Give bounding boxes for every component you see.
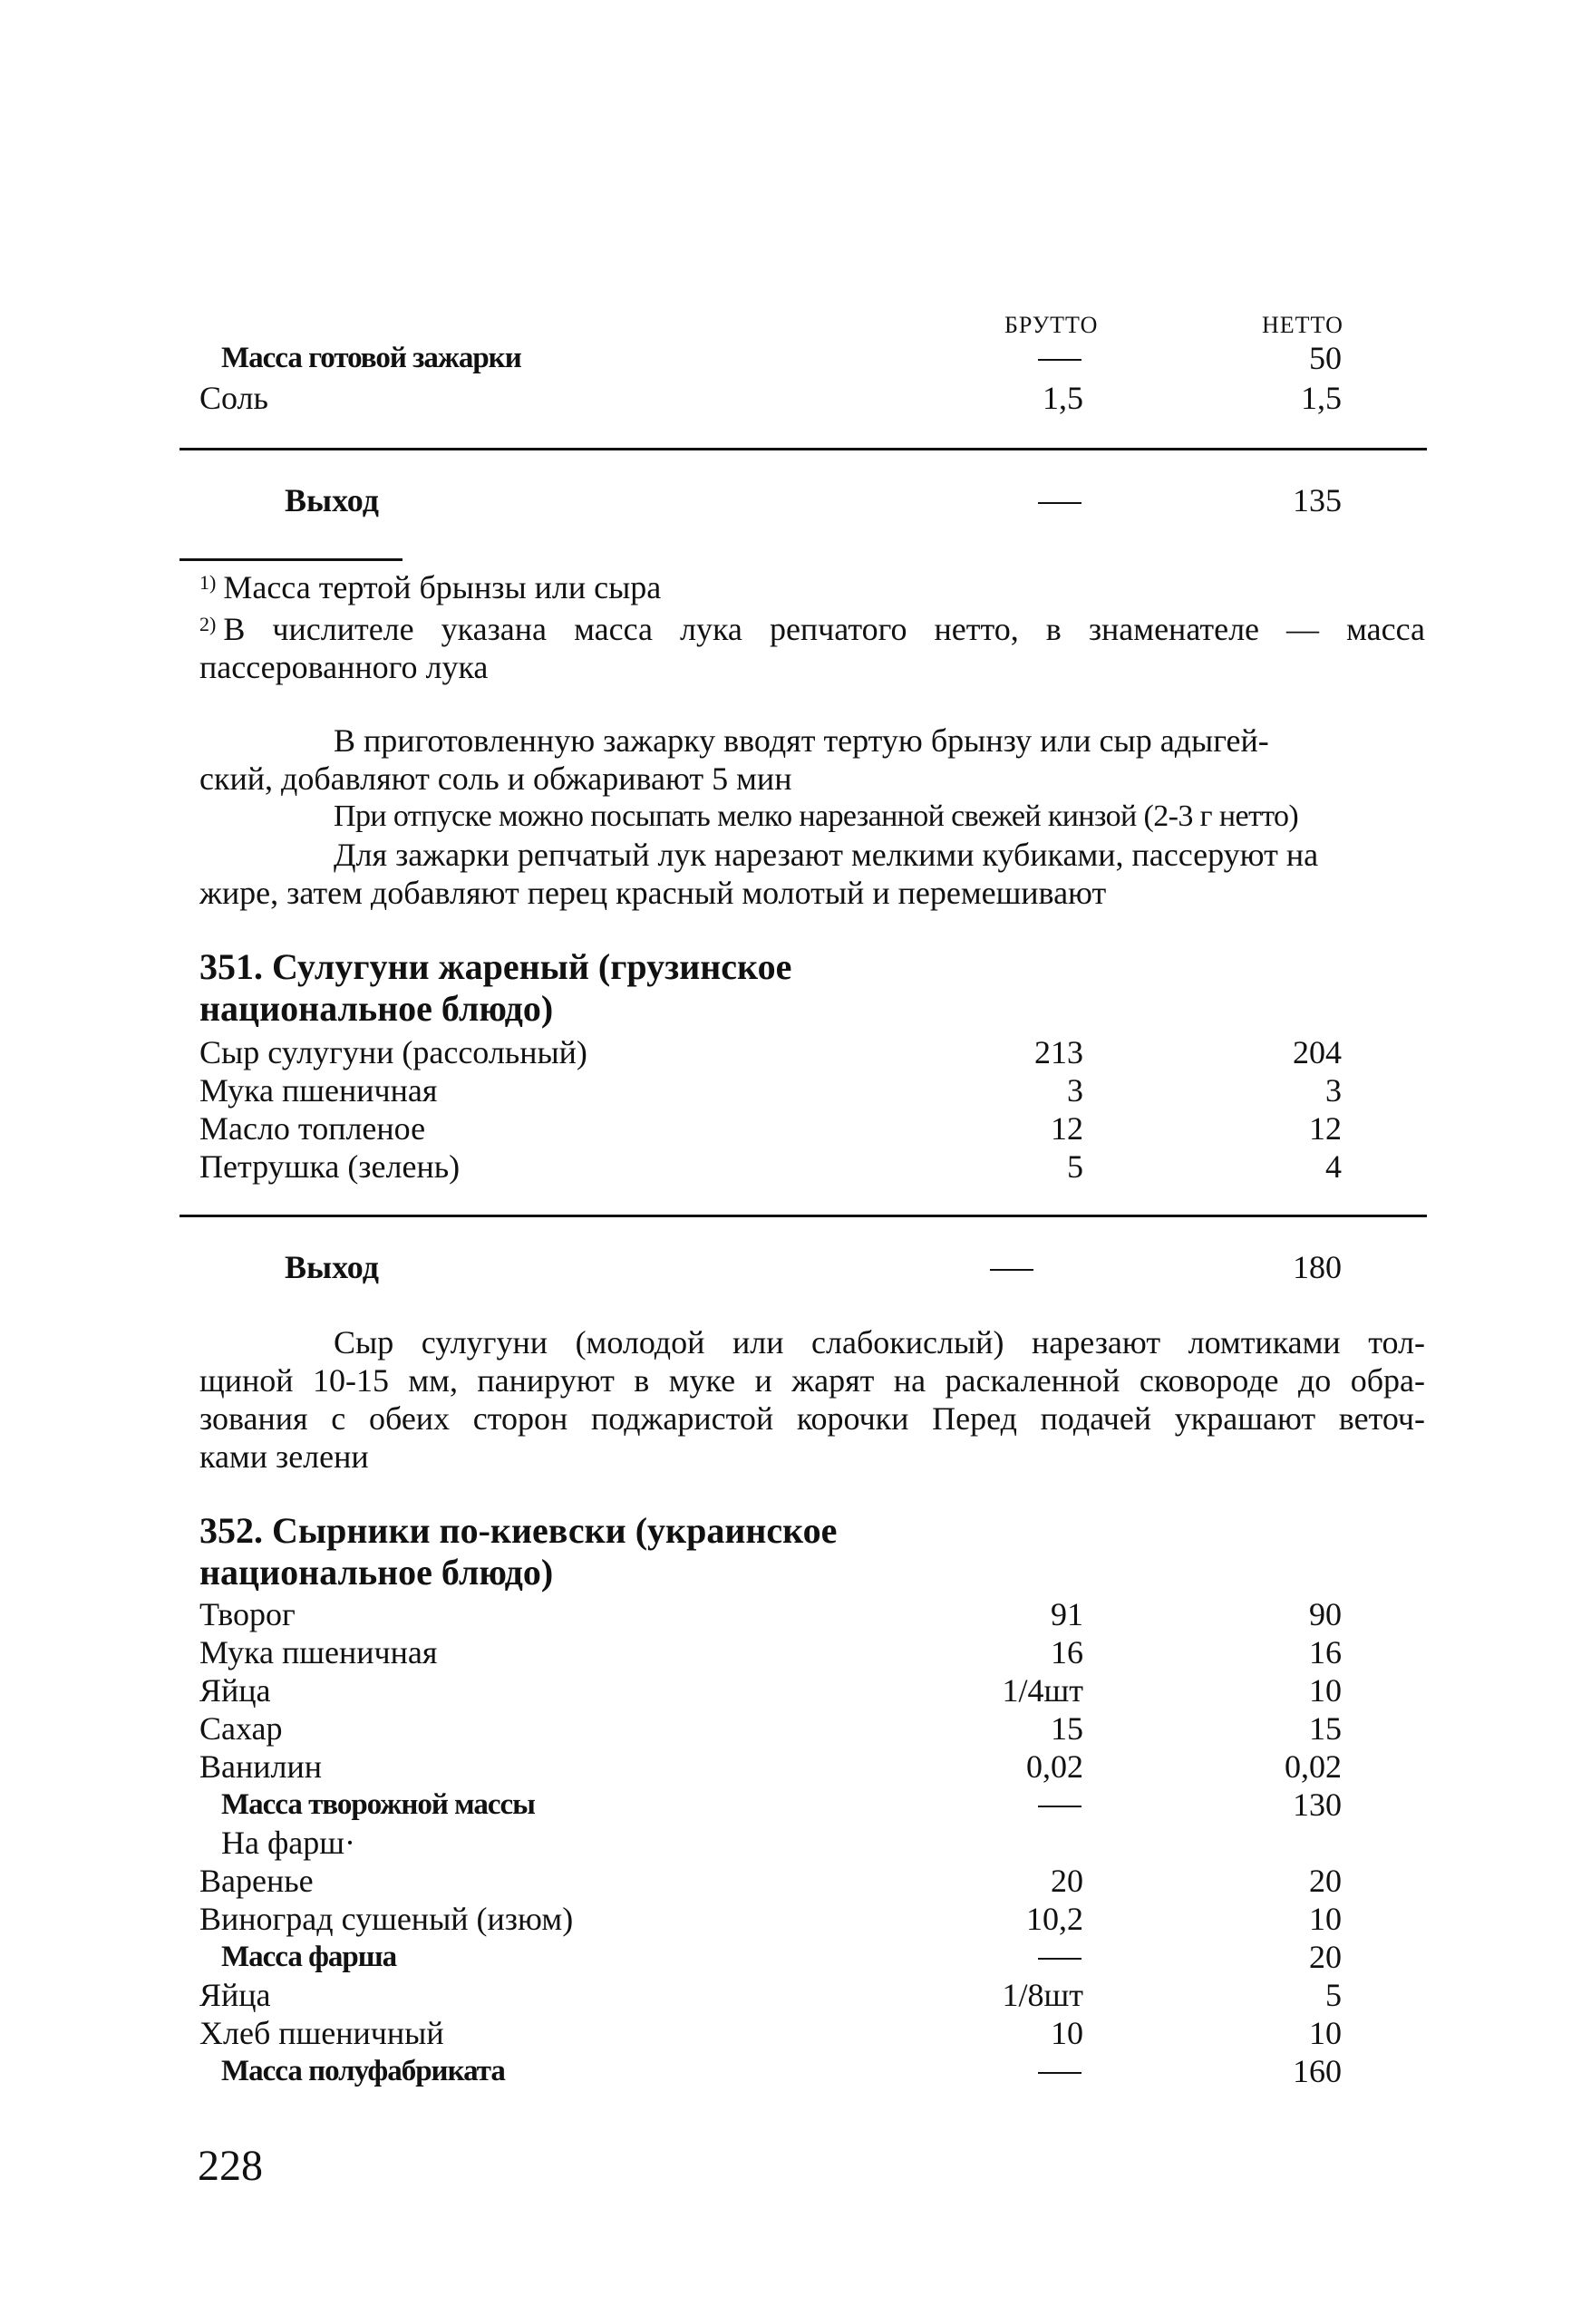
- ingredient-name: Петрушка (зелень): [199, 1148, 461, 1185]
- netto-value: 3: [1325, 1072, 1342, 1109]
- ingredient-name: Яйца: [199, 1977, 271, 2013]
- ingredient-name: Масло топленое: [199, 1110, 426, 1147]
- table-row: [199, 1071, 1342, 1109]
- netto-value: 20: [1309, 1863, 1342, 1899]
- footnote-2: [199, 605, 1425, 686]
- brutto-value: 12: [1051, 1110, 1083, 1147]
- table-row: [199, 379, 1342, 417]
- instructions-paragraph: [199, 1323, 1425, 1476]
- ingredient-name: Сахар: [199, 1710, 283, 1747]
- brutto-dash: [1038, 1958, 1081, 1960]
- text-line: ский, добавляют соль и обжаривают 5 мин: [199, 760, 792, 797]
- table-row: [199, 1033, 1342, 1071]
- ingredient-name: Мука пшеничная: [199, 1072, 438, 1109]
- yield-brutto-dash: [1038, 502, 1081, 504]
- ingredient-name: Ванилин: [199, 1748, 323, 1785]
- brutto-value: 1/8шт: [1002, 1977, 1083, 2013]
- table-row: [199, 1862, 1342, 1900]
- footnote-text: Масса тертой брынзы или сыра: [223, 569, 662, 605]
- netto-value: 12: [1309, 1110, 1342, 1147]
- table-row: [199, 1109, 1342, 1147]
- table-row: [199, 1595, 1342, 1633]
- yield-value: 180: [1293, 1249, 1342, 1285]
- netto-value: 10: [1309, 1672, 1342, 1709]
- ingredient-name: Соль: [199, 380, 268, 416]
- footnote-text: В числителе указана масса лука репчатого нетто, в знаменателе — масса: [223, 611, 1425, 647]
- ingredient-name: Сыр сулугуни (рассольный): [199, 1034, 587, 1070]
- table-row: [199, 1786, 1342, 1824]
- netto-value: 50: [1309, 340, 1342, 376]
- ingredient-name: На фарш·: [221, 1825, 355, 1861]
- table-divider: [179, 448, 1427, 450]
- recipe-title: [199, 946, 791, 1030]
- column-header-netto: НЕТТО: [1262, 312, 1343, 338]
- ingredient-name: Масса фарша: [221, 1941, 397, 1973]
- footnote-separator: [179, 558, 403, 561]
- table-divider: [179, 1215, 1427, 1217]
- brutto-value: 1/4шт: [1002, 1672, 1083, 1709]
- brutto-value: 10: [1051, 2015, 1083, 2051]
- netto-value: 90: [1309, 1596, 1342, 1632]
- ingredient-name: Творог: [199, 1596, 296, 1632]
- footnote-mark: 2): [199, 613, 217, 635]
- ingredient-name: Варенье: [199, 1863, 314, 1899]
- recipe-title-line: национальное блюдо): [199, 1552, 554, 1593]
- netto-value: 4: [1325, 1148, 1342, 1185]
- brutto-value: 1,5: [1043, 380, 1083, 416]
- ingredient-name: Виноград сушеный (изюм): [199, 1901, 574, 1937]
- netto-value: 130: [1293, 1787, 1342, 1823]
- ingredient-name: Мука пшеничная: [199, 1634, 438, 1670]
- table-row: [199, 339, 1342, 377]
- brutto-value: 5: [1067, 1148, 1083, 1185]
- netto-value: 10: [1309, 1901, 1342, 1937]
- yield-brutto-dash: [990, 1269, 1033, 1271]
- table-row: [199, 2052, 1342, 2090]
- table-row: [199, 1900, 1342, 1938]
- ingredient-name: Хлеб пшеничный: [199, 2015, 444, 2051]
- ingredient-name: Масса полуфабриката: [221, 2055, 505, 2087]
- recipe-title-line: 351. Сулугуни жареный (грузинское: [199, 946, 792, 987]
- ingredient-name: Яйца: [199, 1672, 271, 1709]
- table-row: [199, 1938, 1342, 1976]
- recipe-title-line: 352. Сырники по-киевски (украинское: [199, 1510, 838, 1551]
- text-line: Для зажарки репчатый лук нарезают мелкими кубиками, пассеруют на: [334, 837, 1319, 873]
- table-row: [199, 1709, 1342, 1748]
- text-line: В приготовленную зажарку вводят тертую брынзу или сыр адыгей-: [334, 722, 1269, 759]
- text-line: жире, затем добавляют перец красный молотый и перемешивают: [199, 875, 1107, 911]
- footnote-1: [199, 564, 1425, 606]
- netto-value: 0,02: [1285, 1748, 1342, 1785]
- brutto-dash: [1038, 1806, 1081, 1807]
- brutto-value: 91: [1051, 1596, 1083, 1632]
- footnote-text-continued: пассерованного лука: [199, 649, 489, 685]
- netto-value: 15: [1309, 1710, 1342, 1747]
- table-row: [199, 2014, 1342, 2052]
- footnote-mark: 1): [199, 571, 217, 594]
- text-line: При отпуске можно посыпать мелко нарезанной свежей кинзой (2-3 г нетто): [334, 799, 1299, 833]
- table-row: [199, 1824, 1342, 1862]
- yield-row: [179, 1247, 1342, 1287]
- yield-label: Выход: [285, 482, 379, 518]
- table-row: [199, 1976, 1342, 2014]
- netto-value: 5: [1325, 1977, 1342, 2013]
- brutto-value: 20: [1051, 1863, 1083, 1899]
- netto-value: 10: [1309, 2015, 1342, 2051]
- netto-value: 16: [1309, 1634, 1342, 1670]
- brutto-dash: [1038, 359, 1081, 361]
- netto-value: 160: [1293, 2053, 1342, 2089]
- brutto-value: 213: [1034, 1034, 1083, 1070]
- table-row: [199, 1671, 1342, 1709]
- brutto-value: 16: [1051, 1634, 1083, 1670]
- brutto-dash: [1038, 2072, 1081, 2074]
- text-line: Сыр сулугуни (молодой или слабокислый) нарезают ломтиками тол-: [334, 1324, 1425, 1361]
- brutto-value: 3: [1067, 1072, 1083, 1109]
- brutto-value: 15: [1051, 1710, 1083, 1747]
- instructions-paragraph: [199, 721, 1425, 912]
- column-header-brutto: БРУТТО: [1004, 312, 1099, 338]
- table-row: [199, 1748, 1342, 1786]
- text-line: ками зелени: [199, 1438, 369, 1475]
- netto-value: 20: [1309, 1939, 1342, 1975]
- brutto-value: 10,2: [1026, 1901, 1083, 1937]
- page-number: 228: [198, 2142, 263, 2190]
- netto-value: 1,5: [1301, 380, 1342, 416]
- recipe-title: [199, 1510, 837, 1593]
- table-row: [199, 1147, 1342, 1186]
- text-line: зования с обеих сторон поджаристой корочки Перед подачей украшают веточ-: [199, 1400, 1425, 1437]
- netto-value: 204: [1293, 1034, 1342, 1070]
- yield-value: 135: [1293, 482, 1342, 518]
- ingredient-name: Масса готовой зажарки: [221, 342, 521, 374]
- yield-row: [179, 480, 1342, 520]
- brutto-value: 0,02: [1026, 1748, 1083, 1785]
- recipe-title-line: национальное блюдо): [199, 988, 554, 1029]
- ingredient-name: Масса творожной массы: [221, 1788, 535, 1821]
- table-row: [199, 1633, 1342, 1671]
- text-line: щиной 10-15 мм, панируют в муке и жарят на раскаленной сковороде до обра-: [199, 1362, 1425, 1399]
- yield-label: Выход: [285, 1249, 379, 1285]
